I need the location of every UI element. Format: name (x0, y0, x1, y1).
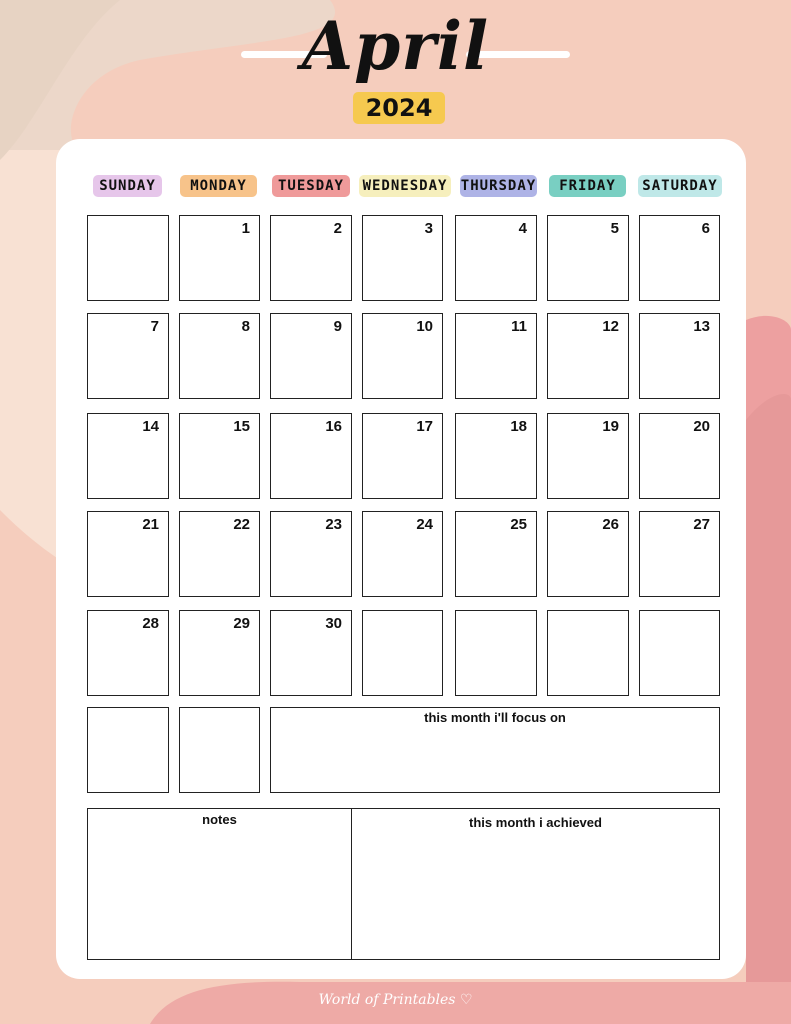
day-cell[interactable] (270, 610, 352, 696)
day-cell[interactable] (547, 413, 629, 499)
weekday-friday: FRIDAY (549, 175, 626, 197)
day-cell[interactable] (87, 511, 169, 597)
day-number: 28 (142, 615, 159, 632)
day-cell[interactable] (87, 413, 169, 499)
day-cell[interactable] (270, 511, 352, 597)
day-cell[interactable] (639, 313, 720, 399)
day-cell[interactable] (362, 413, 443, 499)
day-number: 18 (510, 418, 527, 435)
day-cell[interactable] (455, 413, 537, 499)
achieved-box[interactable] (351, 808, 720, 960)
day-number: 25 (510, 516, 527, 533)
day-cell[interactable] (547, 511, 629, 597)
day-cell[interactable] (639, 511, 720, 597)
day-number: 30 (325, 615, 342, 632)
year-badge: 2024 (353, 92, 445, 124)
day-cell[interactable] (455, 313, 537, 399)
day-number: 8 (241, 318, 250, 335)
notes-label: notes (202, 812, 237, 827)
day-number: 1 (241, 220, 250, 237)
weekday-tuesday: TUESDAY (272, 175, 350, 197)
day-number: 14 (142, 418, 159, 435)
weekday-sunday: SUNDAY (93, 175, 162, 197)
day-cell[interactable] (362, 313, 443, 399)
day-cell[interactable] (270, 413, 352, 499)
day-cell[interactable] (179, 413, 260, 499)
day-cell[interactable] (179, 313, 260, 399)
weekday-monday: MONDAY (180, 175, 257, 197)
day-cell[interactable] (547, 215, 629, 301)
day-cell[interactable] (362, 610, 443, 696)
footer-logo (0, 992, 791, 1008)
extra-cell[interactable] (179, 707, 260, 793)
day-number: 21 (142, 516, 159, 533)
day-number: 10 (416, 318, 433, 335)
day-number: 9 (333, 318, 342, 335)
day-number: 5 (610, 220, 619, 237)
day-number: 13 (693, 318, 710, 335)
day-cell[interactable] (362, 215, 443, 301)
day-cell[interactable] (87, 313, 169, 399)
day-number: 19 (602, 418, 619, 435)
day-number: 23 (325, 516, 342, 533)
day-cell[interactable] (87, 610, 169, 696)
focus-label: this month i'll focus on (424, 710, 566, 725)
focus-box[interactable] (270, 707, 720, 793)
day-cell[interactable] (362, 511, 443, 597)
day-cell[interactable] (547, 313, 629, 399)
day-number: 24 (416, 516, 433, 533)
heart-icon: ♡ (459, 992, 473, 1008)
day-cell[interactable] (179, 610, 260, 696)
day-number: 16 (325, 418, 342, 435)
day-number: 3 (424, 220, 433, 237)
notes-box[interactable] (87, 808, 352, 960)
day-cell[interactable] (270, 215, 352, 301)
month-title: April (301, 7, 490, 85)
day-cell[interactable] (547, 610, 629, 696)
day-number: 11 (511, 318, 527, 335)
day-cell[interactable] (639, 413, 720, 499)
day-cell[interactable] (179, 511, 260, 597)
day-cell[interactable] (270, 313, 352, 399)
day-cell[interactable] (455, 610, 537, 696)
weekday-saturday: SATURDAY (638, 175, 722, 197)
day-number: 27 (693, 516, 710, 533)
weekday-thursday: THURSDAY (460, 175, 537, 197)
day-number: 29 (233, 615, 250, 632)
day-number: 2 (333, 220, 342, 237)
day-cell[interactable] (455, 511, 537, 597)
day-cell[interactable] (639, 215, 720, 301)
day-number: 15 (233, 418, 250, 435)
day-number: 4 (518, 220, 527, 237)
extra-cell[interactable] (87, 707, 169, 793)
day-cell[interactable] (639, 610, 720, 696)
achieved-label: this month i achieved (469, 815, 602, 830)
day-number: 20 (693, 418, 710, 435)
day-number: 26 (602, 516, 619, 533)
day-number: 22 (233, 516, 250, 533)
day-cell[interactable] (179, 215, 260, 301)
day-cell[interactable] (455, 215, 537, 301)
day-number: 7 (150, 318, 159, 335)
day-number: 12 (602, 318, 619, 335)
weekday-wednesday: WEDNESDAY (359, 175, 451, 197)
footer-text: World of Printables (318, 992, 456, 1008)
day-number: 17 (416, 418, 433, 435)
day-number: 6 (701, 220, 710, 237)
day-cell[interactable] (87, 215, 169, 301)
